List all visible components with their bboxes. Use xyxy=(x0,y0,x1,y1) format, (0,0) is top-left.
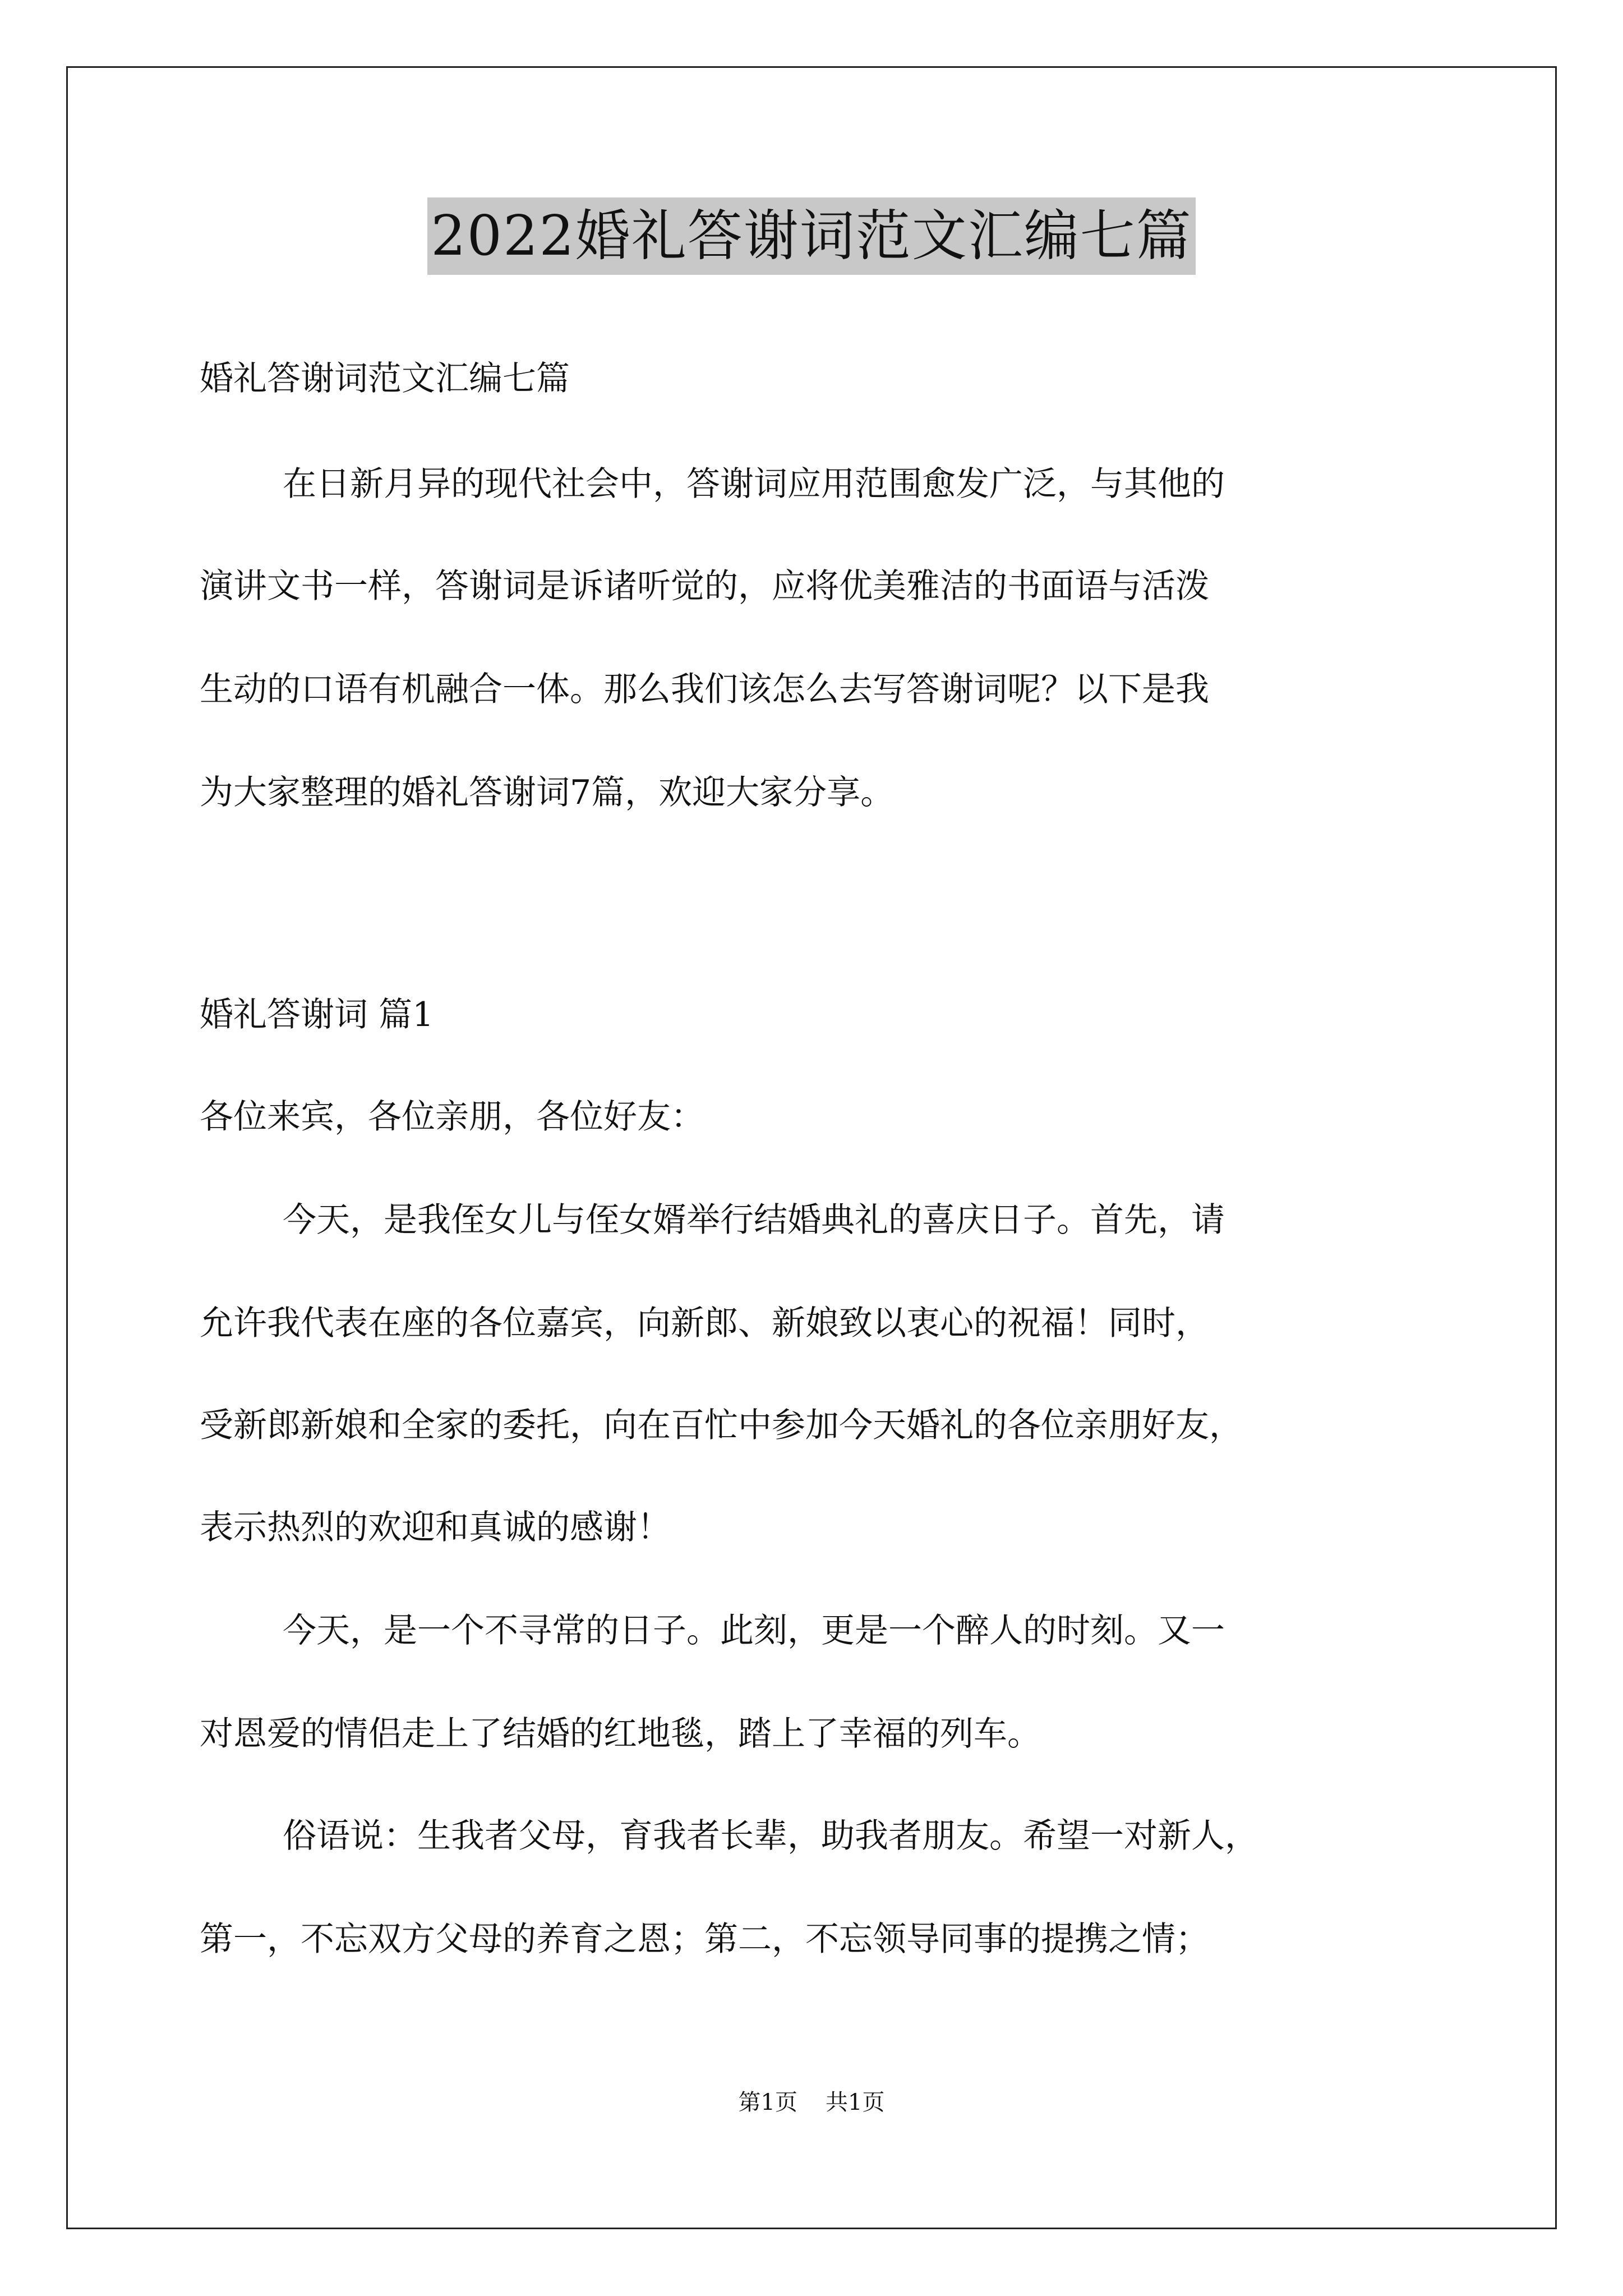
document-title-container xyxy=(0,197,1623,275)
para2-line-1: 今天，是一个不寻常的日子。此刻，更是一个醉人的时刻。又一 xyxy=(283,1611,1225,1650)
page-total: 共1页 xyxy=(826,2090,885,2115)
para1-line-3: 受新郎新娘和全家的委托，向在百忙中参加今天婚礼的各位亲朋好友， xyxy=(200,1406,1243,1445)
para1-line-2: 允许我代表在座的各位嘉宾，向新郎、新娘致以衷心的祝福！同时， xyxy=(200,1304,1209,1343)
page-number: 第1页 xyxy=(738,2090,797,2115)
intro-line-4: 为大家整理的婚礼答谢词7篇，欢迎大家分享。 xyxy=(200,773,895,812)
section-heading: 婚礼答谢词 篇1 xyxy=(200,995,434,1034)
document-subtitle: 婚礼答谢词范文汇编七篇 xyxy=(200,359,570,398)
para1-line-4: 表示热烈的欢迎和真诚的感谢！ xyxy=(200,1508,671,1547)
document-title: 2022婚礼答谢词范文汇编七篇 xyxy=(427,197,1195,275)
para3-line-1: 俗语说：生我者父母，育我者长辈，助我者朋友。希望一对新人， xyxy=(283,1816,1258,1856)
para2-line-2: 对恩爱的情侣走上了结婚的红地毯，踏上了幸福的列车。 xyxy=(200,1714,1041,1754)
para3-line-2: 第一，不忘双方父母的养育之恩；第二，不忘领导同事的提携之情； xyxy=(200,1920,1209,1959)
page-footer xyxy=(0,2086,1623,2119)
intro-line-2: 演讲文书一样，答谢词是诉诸听觉的，应将优美雅洁的书面语与活泼 xyxy=(200,567,1209,606)
intro-line-3: 生动的口语有机融合一体。那么我们该怎么去写答谢词呢？以下是我 xyxy=(200,670,1209,709)
salutation: 各位来宾，各位亲朋，各位好友： xyxy=(200,1097,704,1137)
para1-line-1: 今天，是我侄女儿与侄女婿举行结婚典礼的喜庆日子。首先，请 xyxy=(283,1200,1225,1240)
intro-line-1: 在日新月异的现代社会中，答谢词应用范围愈发广泛，与其他的 xyxy=(283,464,1225,504)
